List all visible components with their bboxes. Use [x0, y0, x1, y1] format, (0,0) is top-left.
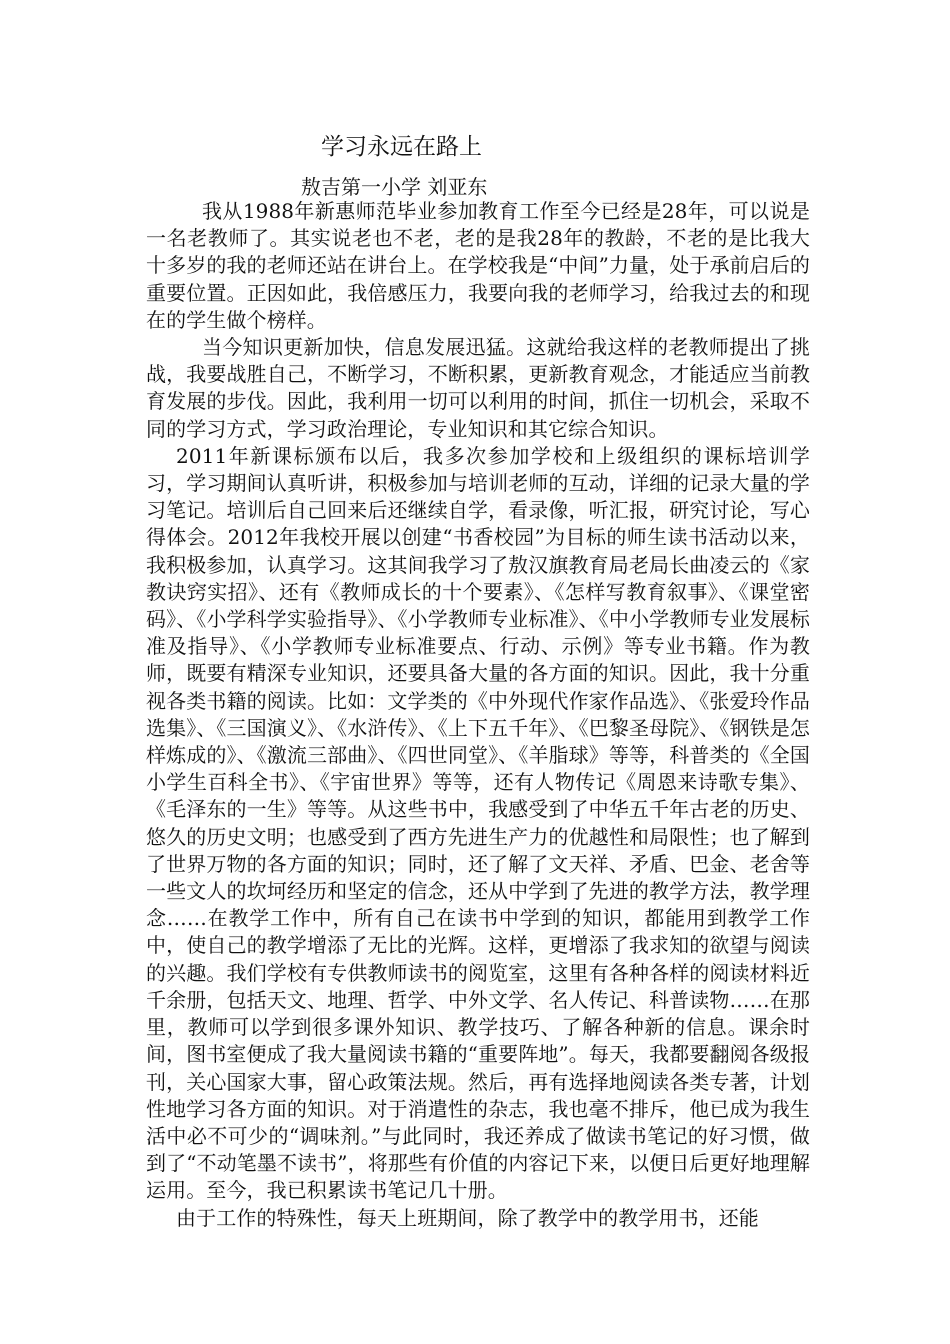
paragraph: 由于工作的特殊性，每天上班期间，除了教学中的教学用书，还能 — [176, 1205, 759, 1230]
paragraph: 当今知识更新加快，信息发展迅猛。这就给我这样的老教师提出了挑战，我要战胜自己，不断学习，不断积累，更新教育观念，才能适应当前教育发展的步伐。因此，我利用一切可以利用的时间，抓住一切机会，采取不同的学习方式，学习政治理论，专业知识和其它综合知识。 — [146, 335, 810, 441]
author-line: 敖吉第一小学 刘亚东 — [301, 175, 488, 199]
document-title: 学习永远在路上 — [321, 134, 482, 160]
document-page — [146, 0, 810, 1344]
document-body — [146, 198, 810, 1232]
paragraph: 我从1988年新惠师范毕业参加教育工作至今已经是28年，可以说是一名老教师了。其实说老也不老，老的是我28年的教龄，不老的是比我大十多岁的我的老师还站在讲台上。在学校我是“中间”力量，处于承前启后的重要位置。正因如此，我倍感压力，我要向我的老师学习，给我过去的和现在的学生做个榜样。 — [146, 199, 810, 332]
paragraph: 2011年新课标颁布以后，我多次参加学校和上级组织的课标培训学习，学习期间认真听讲，积极参加与培训老师的互动，详细的记录大量的学习笔记。培训后自己回来后还继续自学，看录像，听汇报，研究讨论，写心得体会。2012年我校开展以创建“书香校园”为目标的师生读书活动以来，我积极参加，认真学习。这其间我学习了敖汉旗教育局老局长曲凌云的《家教诀窍实招》、还有《教师成长的十个要素》、《怎样写教育叙事》、《课堂密码》、《小学科学实验指导》、《小学教师专业标准》、《中小学教师专业发展标准及指导》、《小学教师专业标准要点、行动、示例》等专业书籍。作为教师，既要有精深专业知识，还要具备大量的各方面的知识。因此，我十分重视各类书籍的阅读。比如：文学类的《中外现代作家作品选》、《张爱玲作品选集》、《三国演义》、《水浒传》、《上下五千年》、《巴黎圣母院》、《钢铁是怎样炼成的》、《激流三部曲》、《四世同堂》、《羊脂球》等等，科普类的《全国小学生百科全书》、《宇宙世界》等等，还有人物传记《周恩来诗歌专集》、《毛泽东的一生》等等。从这些书中，我感受到了中华五千年古老的历史、悠久的历史文明；也感受到了西方先进生产力的优越性和局限性；也了解到了世界万物的各方面的知识；同时，还了解了文天祥、矛盾、巴金、老舍等一些文人的坎坷经历和坚定的信念，还从中学到了先进的教学方法，教学理念……在教学工作中，所有自己在读书中学到的知识，都能用到教学工作中，使自己的教学增添了无比的光辉。这样，更增添了我求知的欲望与阅读的兴趣。我们学校有专供教师读书的阅览室，这里有各种各样的阅读材料近千余册，包括天文、地理、哲学、中外文学、名人传记、科普读物……在那里，教师可以学到很多课外知识、教学技巧、了解各种新的信息。课余时间，图书室便成了我大量阅读书籍的“重要阵地”。每天，我都要翻阅各级报刊，关心国家大事，留心政策法规。然后，再有选择地阅读各类专著，计划性地学习各方面的知识。对于消遣性的杂志，我也毫不排斥，他已成为我生活中必不可少的“调味剂。”与此同时，我还养成了做读书笔记的好习惯，做到了“不动笔墨不读书”，将那些有价值的内容记下来，以便日后更好地理解运用。至今，我已积累读书笔记几十册。 — [146, 443, 810, 1203]
